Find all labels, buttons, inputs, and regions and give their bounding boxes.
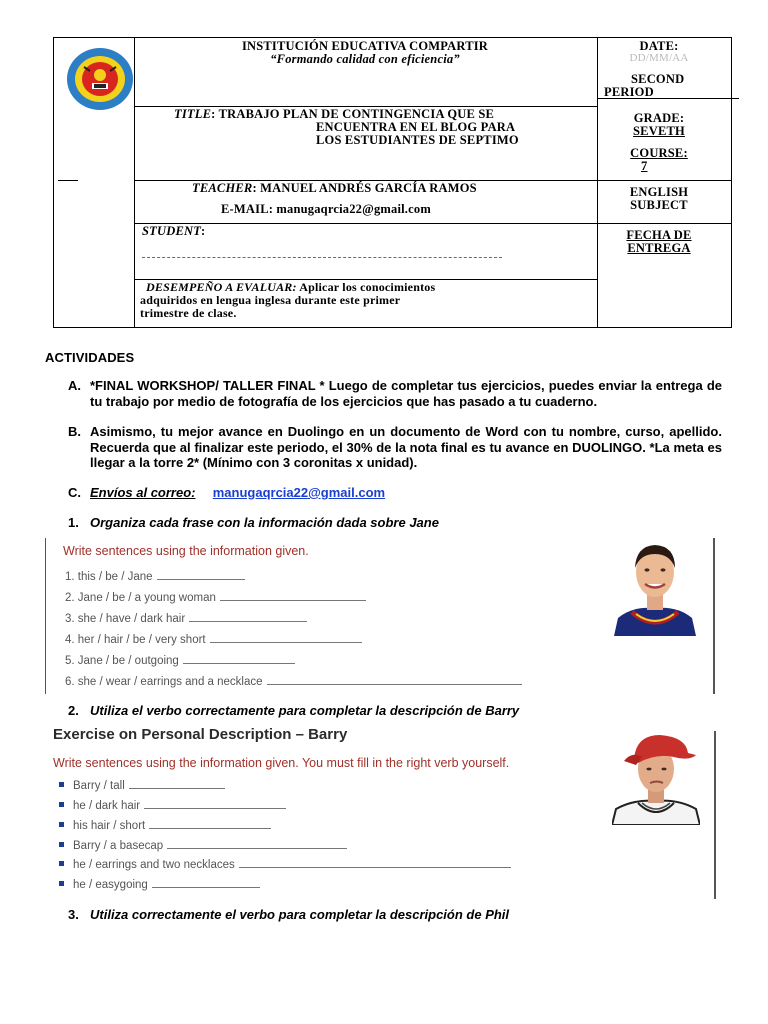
exercise1-instruction: Write sentences using the information given. xyxy=(63,544,309,558)
table-bottom-border xyxy=(53,327,732,328)
period-line-1: SECOND xyxy=(631,72,685,86)
title-line-1: TITLE: TRABAJO PLAN DE CONTINGENCIA QUE SE xyxy=(174,107,495,121)
jane-photo xyxy=(612,540,698,636)
school-logo-icon xyxy=(66,47,136,111)
exercise1-right-border xyxy=(713,538,715,694)
teacher-line: TEACHER: MANUEL ANDRÉS GARCÍA RAMOS xyxy=(192,181,477,195)
grade-value: SEVETH xyxy=(633,124,685,138)
send-label: Envíos al correo: xyxy=(90,485,196,500)
desempeno-line-1: DESEMPEÑO A EVALUAR: Aplicar los conocimientos xyxy=(146,280,436,294)
institution-name: INSTITUCIÓN EDUCATIVA COMPARTIR xyxy=(241,39,489,53)
activity-text-b: Asimismo, tu mejor avance en Duolingo en un documento de Word con tu nombre, curso, apellido. Recuerda que al finalizar este periodo, el 30% de la nota final es tu avance en DUOLINGO. *La meta es llegar a la torre 2* (Mínimo con 3 coronitas x unidad). xyxy=(90,424,722,470)
delivery-line-1: FECHA DE xyxy=(626,228,692,242)
exercise1-left-border xyxy=(45,538,46,694)
barry-photo xyxy=(612,731,700,825)
activity-text-a: *FINAL WORKSHOP/ TALLER FINAL * Luego de completar tus ejercicios, puedes enviar la entrega de tu trabajo por medio de fotografía de los ejercicios que has pasado a tu cuaderno. xyxy=(90,378,722,409)
activity-item-c xyxy=(68,485,722,501)
subject-line-1: ENGLISH xyxy=(629,185,689,199)
grade-label: GRADE: xyxy=(633,111,685,125)
course-value: 7 xyxy=(641,159,648,173)
institution-motto: “Formando calidad con eficiencia” xyxy=(270,52,460,66)
right-column-divider xyxy=(597,37,598,328)
delivery-line-2: ENTREGA xyxy=(627,241,691,255)
activity-marker-b: B. xyxy=(68,424,81,439)
table-right-border xyxy=(731,37,732,328)
table-top-border xyxy=(53,37,732,38)
table-left-border xyxy=(53,37,54,328)
title-line-2: ENCUENTRA EN EL BLOG PARA xyxy=(316,120,516,134)
exercise2-line-1: Barry / tall xyxy=(59,778,225,793)
row-divider-2-left xyxy=(58,180,78,181)
exercise1-line-4: 4. her / hair / be / very short xyxy=(65,632,362,647)
exercise1-line-3: 3. she / have / dark hair xyxy=(65,611,307,626)
exercise2-right-border xyxy=(714,731,716,899)
activity-marker-a: A. xyxy=(68,378,81,393)
period-text xyxy=(604,73,704,99)
exercise2-line-6: he / easygoing xyxy=(59,877,260,892)
row-divider-3 xyxy=(134,223,731,224)
subject-line-2: SUBJECT xyxy=(630,198,688,212)
exercise2-instruction: Write sentences using the information given. You must fill in the right verb yourself. xyxy=(53,756,510,770)
exercise1-line-1: 1. this / be / Jane xyxy=(65,569,245,584)
exercise2-title: Exercise on Personal Description – Barry xyxy=(53,726,348,743)
question-3: 3. Utiliza correctamente el verbo para completar la descripción de Phil xyxy=(68,907,510,922)
desempeno-line-3: trimestre de clase. xyxy=(140,306,237,320)
exercise1-line-2: 2. Jane / be / a young woman xyxy=(65,590,366,605)
period-line-2: PERIOD xyxy=(604,85,654,99)
student-label: STUDENT: xyxy=(142,224,206,238)
exercise2-line-2: he / dark hair xyxy=(59,798,286,813)
exercise2-line-4: Barry / a basecap xyxy=(59,838,347,853)
email-line: E-MAIL: manugaqrcia22@gmail.com xyxy=(221,202,431,216)
exercise2-line-5: he / earrings and two necklaces xyxy=(59,857,511,872)
exercise1-line-6: 6. she / wear / earrings and a necklace xyxy=(65,674,522,689)
question-1: 1. Organiza cada frase con la información dada sobre Jane xyxy=(68,515,439,530)
date-placeholder: DD/MM/AA xyxy=(629,52,689,64)
course-label: COURSE: xyxy=(630,146,688,160)
activity-item-a xyxy=(68,378,722,409)
title-line-3: LOS ESTUDIANTES DE SEPTIMO xyxy=(316,133,519,147)
activities-heading: ACTIVIDADES xyxy=(45,350,135,365)
student-name-line[interactable] xyxy=(142,257,502,258)
email-link[interactable]: manugaqrcia22@gmail.com xyxy=(212,485,386,500)
desempeno-line-2: adquiridos en lengua inglesa durante este primer xyxy=(140,293,401,307)
date-label: DATE: xyxy=(639,39,679,53)
activity-marker-c: C. xyxy=(68,485,81,500)
exercise2-line-3: his hair / short xyxy=(59,818,271,833)
exercise1-line-5: 5. Jane / be / outgoing xyxy=(65,653,295,668)
activity-item-b xyxy=(68,424,722,471)
question-2: 2. Utiliza el verbo correctamente para completar la descripción de Barry xyxy=(68,703,520,718)
